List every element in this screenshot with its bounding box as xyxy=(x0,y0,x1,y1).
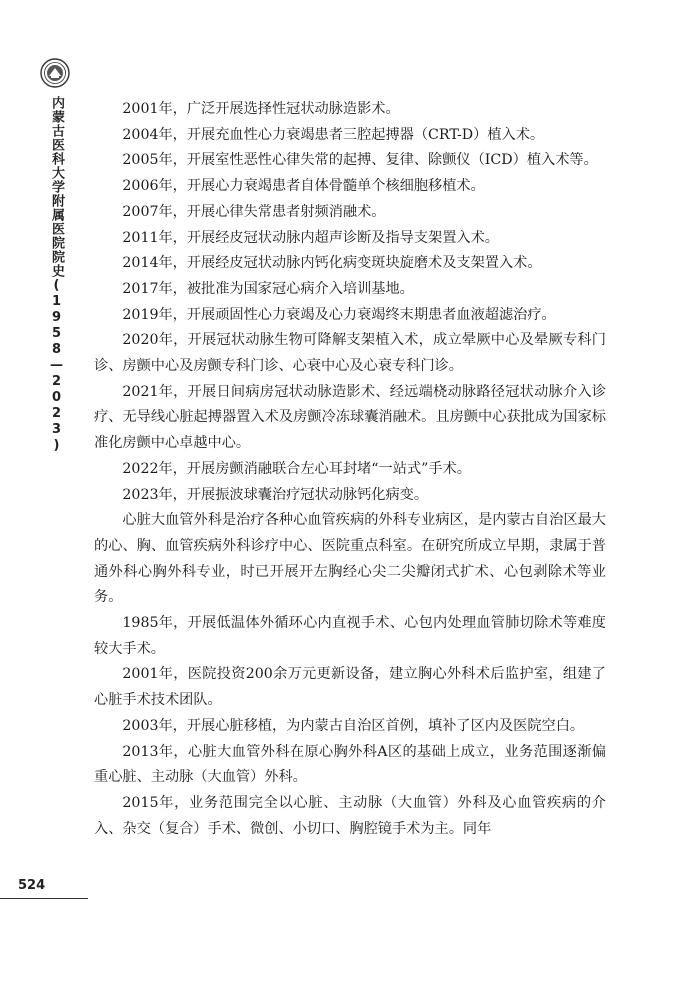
footer-rule xyxy=(0,898,88,899)
paragraph: 2011年，开展经皮冠状动脉内超声诊断及指导支架置入术。 xyxy=(122,229,499,246)
paragraph: 2006年，开展心力衰竭患者自体骨髓单个核细胞移植术。 xyxy=(122,178,485,195)
paragraph: 2015年，业务范围完全以心脏、主动脉（大血管）外科及心血管疾病的介入、杂交（复合）手术、微创、小切口、胸腔镜手术为主。同年 xyxy=(94,794,606,837)
paragraph: 2023年，开展振波球囊治疗冠状动脉钙化病变。 xyxy=(122,486,429,503)
paragraph: 2004年，开展充血性心力衰竭患者三腔起搏器（CRT-D）植入术。 xyxy=(122,126,545,143)
paragraph: 2022年，开展房颤消融联合左心耳封堵“一站式”手术。 xyxy=(122,460,471,477)
paragraph: 2021年，开展日间病房冠状动脉造影术、经远端桡动脉路径冠状动脉介入诊疗、无导线心脏起搏器置入术及房颤冷冻球囊消融术。且房颤中心获批成为国家标准化房颤中心卓越中心。 xyxy=(94,383,606,452)
paragraph: 2014年，开展经皮冠状动脉内钙化病变斑块旋磨术及支架置入术。 xyxy=(122,255,542,272)
paragraph: 2019年，开展顽固性心力衰竭及心力衰竭终末期患者血液超滤治疗。 xyxy=(122,306,556,323)
paragraph: 2007年，开展心律失常患者射频消融术。 xyxy=(122,203,386,220)
paragraph: 2020年，开展冠状动脉生物可降解支架植入术，成立晕厥中心及晕厥专科门诊、房颤中心及房颤专科门诊、心衰中心及心衰专科门诊。 xyxy=(94,332,606,375)
paragraph: 2001年，医院投资200余万元更新设备，建立胸心外科术后监护室，组建了心脏手术技术团队。 xyxy=(94,666,606,709)
body-text xyxy=(94,97,606,842)
paragraph: 心脏大血管外科是治疗各种心血管疾病的外科专业病区，是内蒙古自治区最大的心、胸、血管疾病外科诊疗中心、医院重点科室。在研究所成立早期，隶属于普通外科心胸外科专业，时已开展开左胸经心尖二尖瓣闭式扩术、心包剥除术等业务。 xyxy=(94,512,606,606)
paragraph: 2001年，广泛开展选择性冠状动脉造影术。 xyxy=(122,101,400,117)
paragraph: 1985年，开展低温体外循环心内直视手术、心包内处理血管肺切除术等难度较大手术。 xyxy=(94,615,606,657)
book-title: 内蒙古医科大学附属医院院史(1958—2023) xyxy=(49,96,64,454)
university-emblem-icon xyxy=(40,58,70,88)
paragraph: 2003年，开展心脏移植，为内蒙古自治区首例，填补了区内及医院空白。 xyxy=(122,717,585,734)
paragraph: 2017年，被批准为国家冠心病介入培训基地。 xyxy=(122,280,414,297)
paragraph: 2005年，开展室性恶性心律失常的起搏、复律、除颤仪（ICD）植入术等。 xyxy=(122,152,598,169)
page-number: 524 xyxy=(18,878,46,893)
paragraph: 2013年，心脏大血管外科在原心胸外科A区的基础上成立，业务范围逐渐偏重心脏、主动脉（大血管）外科。 xyxy=(94,743,606,786)
